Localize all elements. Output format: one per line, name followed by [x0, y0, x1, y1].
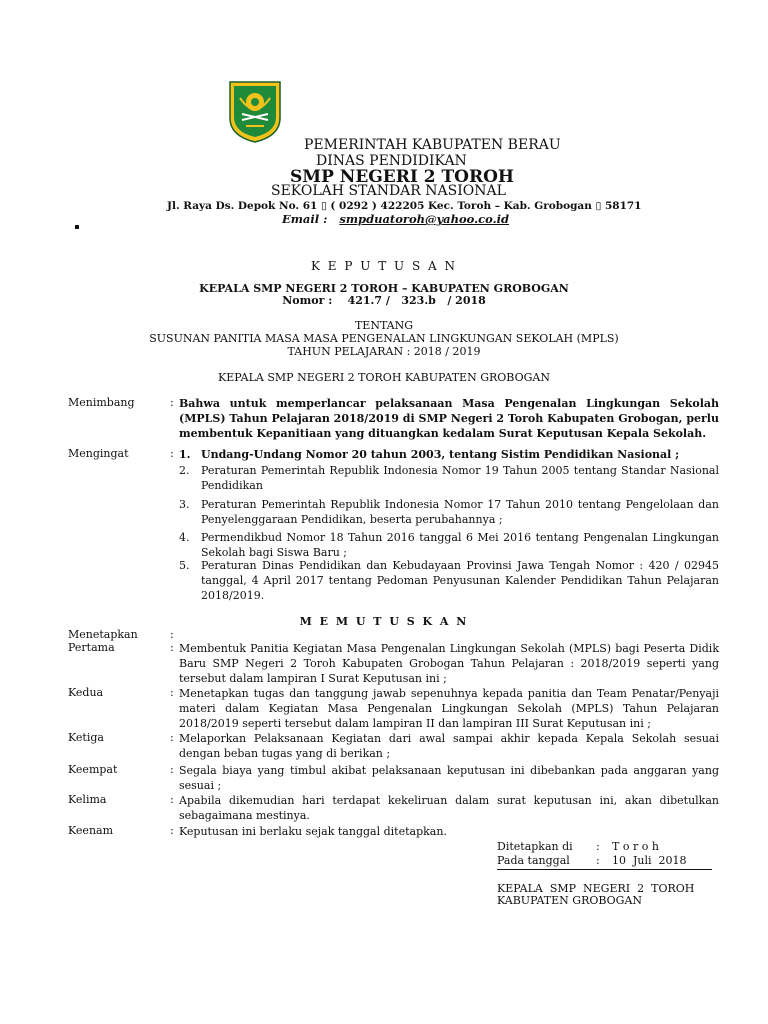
mengingat-label: Mengingat [68, 447, 129, 460]
list-item [179, 497, 719, 527]
decision-label-ketiga: Ketiga [68, 731, 104, 744]
decision-text-kedua: Menetapkan tugas dan tanggung jawab sepenuhnya kepada panitia dan Team Penatar/Penyaji materi dalam Kegiatan Masa Pengenalan Lingkungan Sekolah (MPLS) Tahun Pelajaran 2018/2019 seperti tersebut dalam lampiran II dan lampiran III Surat Keputusan ini ; [179, 687, 719, 730]
list-item [179, 463, 719, 493]
document-heading: K E P U T U S A N [311, 259, 457, 273]
issuing-authority: KEPALA SMP NEGERI 2 TOROH – KABUPATEN GROBOGAN [199, 282, 569, 295]
item-number: 5. [179, 559, 190, 572]
decision-label-keenam: Keenam [68, 824, 114, 837]
item-number: 2. [179, 464, 190, 477]
school-name: SMP NEGERI 2 TOROH [290, 167, 514, 187]
list-item [179, 447, 719, 462]
item-number: 3. [179, 498, 190, 511]
item-text: Peraturan Pemerintah Republik Indonesia Nomor 17 Tahun 2010 tentang Pengelolaan dan Penyelenggaraan Pendidikan, beserta perubahannya ; [201, 498, 719, 526]
decision-colon: : [170, 824, 174, 837]
institution-name: PEMERINTAH KABUPATEN BERAU [304, 137, 561, 153]
mengingat-colon: : [170, 447, 174, 460]
district-emblem [226, 80, 284, 144]
signatory-region: KABUPATEN GROBOGAN [497, 894, 643, 907]
decision-text-keenam: Keputusan ini berlaku sejak tanggal ditetapkan. [179, 825, 447, 838]
decree-subject: SUSUNAN PANITIA MASA MASA PENGENALAN LINGKUNGAN SEKOLAH (MPLS) [149, 332, 619, 345]
item-number: 4. [179, 531, 190, 544]
date-colon: : [596, 854, 600, 867]
decision-label-pertama: Pertama [68, 641, 115, 654]
email-line [282, 212, 509, 226]
decision-text-pertama: Membentuk Panitia Kegiatan Masa Pengenalan Lingkungan Sekolah (MPLS) bagi Peserta Didik Baru SMP Negeri 2 Toroh Kabupaten Grobogan Tahun Pelajaran : 2018/2019 seperti yang tersebut dalam lampiran I Surat Keputusan ini ; [179, 642, 719, 685]
decision-colon: : [170, 731, 174, 744]
list-item [179, 530, 719, 560]
item-text: Peraturan Dinas Pendidikan dan Kebudayaan Provinsi Jawa Tengah Nomor : 420 / 02945 tanggal, 4 April 2017 tentang Pedoman Penyusunan Kalender Pendidikan Tahun Pelajaran 2018/2019. [201, 559, 719, 602]
menetapkan-colon: : [170, 628, 174, 641]
menimbang-text: Bahwa untuk memperlancar pelaksanaan Masa Pengenalan Lingkungan Sekolah (MPLS) Tahun Pelajaran 2018/2019 di SMP Negeri 2 Toroh Kabupaten Grobogan, perlu membentuk Kepanitiaan yang dituangkan kedalam Surat Keputusan Kepala Sekolah. [179, 397, 719, 440]
email-label: Email : [282, 212, 328, 226]
decision-text-kelima: Apabila dikemudian hari terdapat kekeliruan dalam surat keputusan ini, akan dibetulkan sebagaimana mestinya. [179, 794, 719, 822]
decision-colon: : [170, 793, 174, 806]
emblem-shield-icon [226, 80, 284, 144]
menetapkan-label: Menetapkan [68, 628, 138, 641]
item-text: Peraturan Pemerintah Republik Indonesia Nomor 19 Tahun 2005 tentang Standar Nasional Pendidikan [201, 464, 719, 492]
decision-label-keempat: Keempat [68, 763, 118, 776]
academic-year: TAHUN PELAJARAN : 2018 / 2019 [287, 345, 481, 358]
date-value: 10 Juli 2018 [612, 854, 687, 867]
menimbang-label: Menimbang [68, 396, 135, 409]
decision-text-ketiga: Melaporkan Pelaksanaan Kegiatan dari awal sampai akhir kepada Kepala Sekolah sesuai dengan beban tugas yang di berikan ; [179, 732, 719, 760]
place-label: Ditetapkan di [497, 840, 573, 853]
signatory-title: KEPALA SMP NEGERI 2 TOROH [497, 882, 695, 895]
item-number: 1. [179, 448, 191, 461]
department-name: DINAS PENDIDIKAN [316, 153, 467, 169]
list-item [179, 558, 719, 603]
decision-label-kedua: Kedua [68, 686, 104, 699]
item-text: Undang-Undang Nomor 20 tahun 2003, tentang Sistim Pendidikan Nasional ; [201, 448, 680, 461]
memutuskan-heading: M E M U T U S K A N [299, 615, 469, 628]
place-value: T o r o h [612, 840, 659, 853]
decision-colon: : [170, 641, 174, 654]
menimbang-colon: : [170, 396, 174, 409]
decision-text-keempat: Segala biaya yang timbul akibat pelaksanaan keputusan ini dibebankan pada anggaran yang sesuai ; [179, 764, 719, 792]
decision-colon: : [170, 763, 174, 776]
issuer-title: KEPALA SMP NEGERI 2 TOROH KABUPATEN GROBOGAN [218, 371, 550, 384]
date-label: Pada tanggal [497, 854, 570, 867]
place-colon: : [596, 840, 600, 853]
decision-colon: : [170, 686, 174, 699]
decision-label-kelima: Kelima [68, 793, 107, 806]
school-standard: SEKOLAH STANDAR NASIONAL [271, 183, 506, 199]
decree-number: Nomor : 421.7 / 323.b / 2018 [282, 294, 486, 307]
item-text: Permendikbud Nomor 18 Tahun 2016 tanggal 6 Mei 2016 tentang Pengenalan Lingkungan Sekolah bagi Siswa Baru ; [201, 531, 719, 559]
bullet-mark [75, 225, 79, 229]
email-address-link[interactable]: smpduatoroh@yahoo.co.id [339, 212, 510, 226]
school-address: Jl. Raya Ds. Depok No. 61 ▯ ( 0292 ) 422205 Kec. Toroh – Kab. Grobogan ▯ 58171 [167, 200, 642, 212]
about-label: TENTANG [354, 319, 414, 332]
